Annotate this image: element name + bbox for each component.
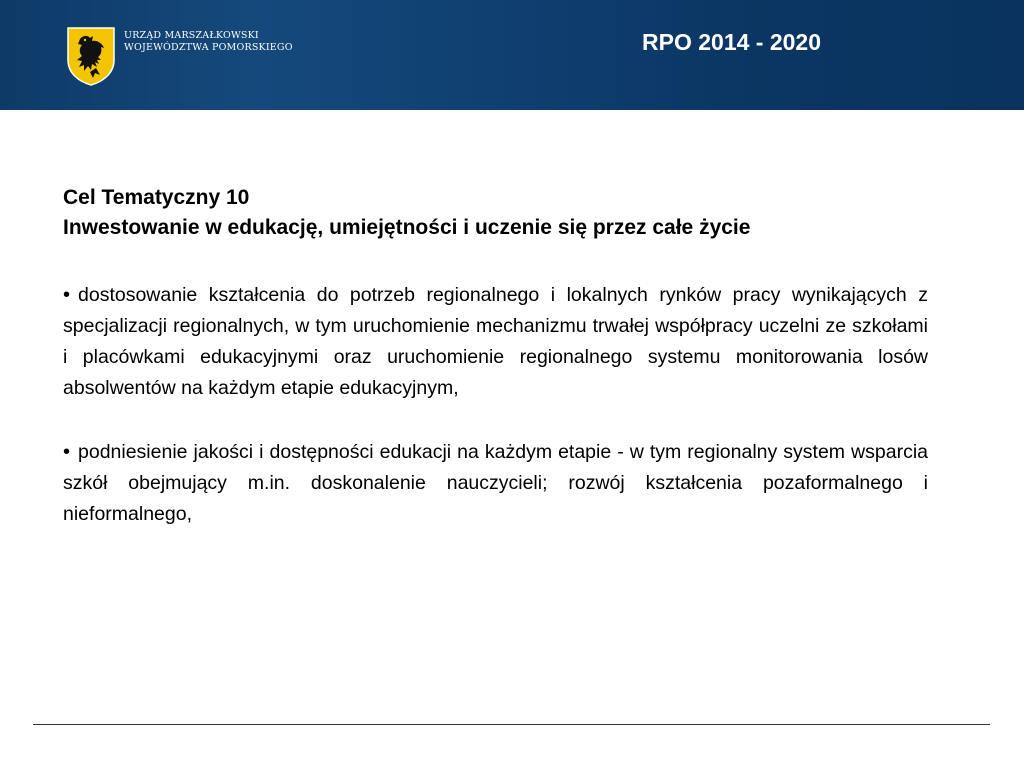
bullet-icon: • [63, 441, 71, 463]
list-item [63, 437, 928, 530]
institution-name-line2: WOJEWÓDZTWA POMORSKIEGO [124, 42, 293, 53]
institution-name [124, 30, 293, 54]
slide-content [63, 183, 928, 563]
slide-heading [63, 183, 928, 243]
griffin-coat-of-arms-icon [66, 26, 116, 86]
header-band [0, 0, 1024, 110]
program-title: RPO 2014 - 2020 [642, 29, 822, 55]
list-item [63, 280, 928, 404]
bullet-icon: • [63, 284, 71, 306]
heading-line-2: Inwestowanie w edukację, umiejętności i uczenie się przez całe życie [63, 216, 751, 239]
footer-divider [33, 724, 990, 725]
bullet-text: podniesienie jakości i dostępności edukacji na każdym etapie - w tym regionalny system wsparcia szkół obejmujący m.in. doskonalenie nauczycieli; rozwój kształcenia pozaformalnego i nieformalnego, [63, 441, 928, 525]
bullet-text: dostosowanie kształcenia do potrzeb regionalnego i lokalnych rynków pracy wynikających z specjalizacji regionalnych, w tym uruchomienie mechanizmu trwałej współpracy uczelni ze szkołami i placówkami edukacyjnymi oraz uruchomienie regionalnego systemu monitorowania losów absolwentów na każdym etapie edukacyjnym, [63, 284, 928, 399]
bullet-list [63, 280, 928, 530]
heading-line-1: Cel Tematyczny 10 [63, 186, 250, 209]
institution-name-line1: URZĄD MARSZAŁKOWSKI [124, 30, 259, 41]
